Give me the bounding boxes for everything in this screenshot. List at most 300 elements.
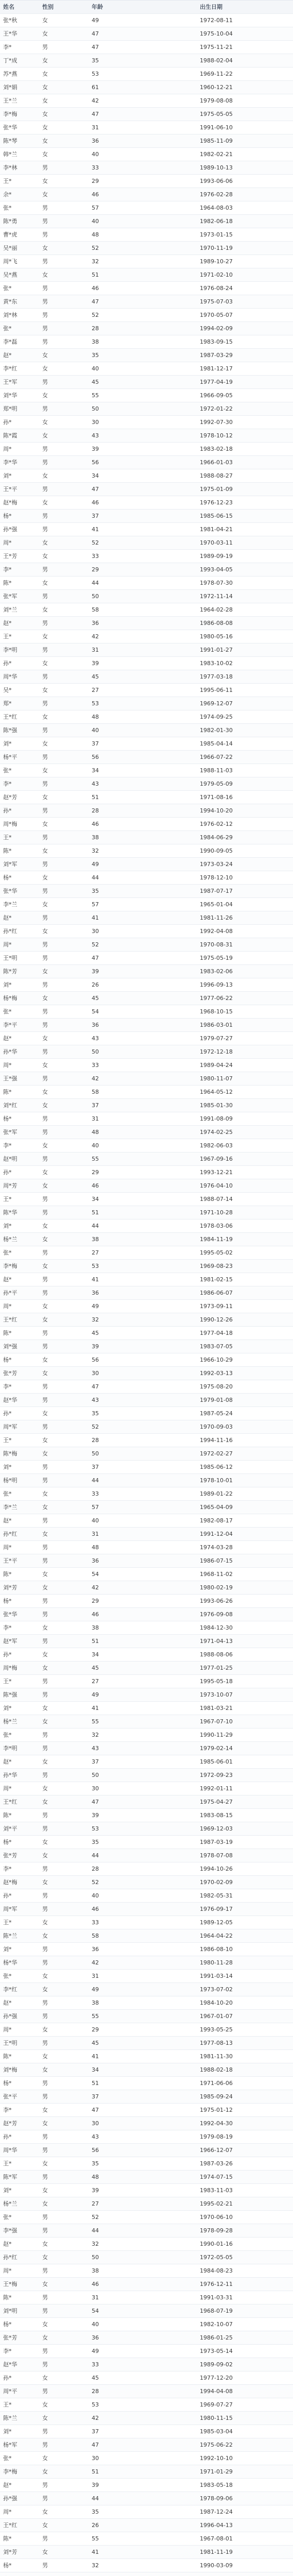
cell-age: 40 <box>92 151 99 158</box>
cell-birthdate: 1993-06-26 <box>200 1598 233 1604</box>
cell-gender: 女 <box>42 1665 48 1671</box>
table-row[interactable] <box>0 764 293 777</box>
cell-birthdate: 1973-10-07 <box>200 1691 233 1698</box>
table-row[interactable] <box>0 2331 293 2345</box>
table-row[interactable] <box>0 1702 293 1715</box>
table-row[interactable] <box>0 1434 293 1447</box>
table-row[interactable] <box>0 804 293 818</box>
table-row[interactable] <box>0 2171 293 2184</box>
table-row[interactable] <box>0 1313 293 1327</box>
table-row[interactable] <box>0 952 293 965</box>
cell-birthdate: 1972-01-22 <box>200 405 233 412</box>
cell-name: 杨*军 <box>3 2442 18 2448</box>
cell-age: 28 <box>92 325 99 332</box>
table-row[interactable] <box>0 1782 293 1795</box>
cell-name: 刘* <box>3 981 12 988</box>
table-row[interactable] <box>0 2492 293 2505</box>
cell-gender: 女 <box>42 2254 48 2261</box>
cell-age: 58 <box>92 1933 99 1939</box>
table-row[interactable] <box>0 67 293 81</box>
table-row[interactable] <box>0 1675 293 1688</box>
table-row[interactable] <box>0 1862 293 1876</box>
table-row[interactable] <box>0 871 293 885</box>
table-row[interactable] <box>0 1059 293 1072</box>
table-row[interactable] <box>0 1929 293 1943</box>
table-row[interactable] <box>0 108 293 121</box>
table-row[interactable] <box>0 1005 293 1019</box>
cell-birthdate: 1991-01-27 <box>200 647 233 653</box>
table-row[interactable] <box>0 429 293 443</box>
cell-name: 李* <box>3 2348 12 2354</box>
cell-birthdate: 1996-04-13 <box>200 2522 233 2529</box>
table-row[interactable] <box>0 617 293 630</box>
table-row[interactable] <box>0 1903 293 1916</box>
table-row[interactable] <box>0 134 293 148</box>
table-row[interactable] <box>0 54 293 67</box>
column-header-gender[interactable]: 性别 <box>42 4 54 10</box>
table-row[interactable] <box>0 27 293 41</box>
table-row[interactable] <box>0 577 293 590</box>
table-row[interactable] <box>0 2304 293 2318</box>
table-row[interactable] <box>0 1219 293 1233</box>
cell-gender: 女 <box>42 1973 48 1979</box>
table-row[interactable] <box>0 443 293 456</box>
table-row[interactable] <box>0 938 293 952</box>
table-row[interactable] <box>0 2224 293 2238</box>
cell-gender: 女 <box>42 2107 48 2113</box>
table-row[interactable] <box>0 1461 293 1474</box>
table-row[interactable] <box>0 2130 293 2144</box>
table-row[interactable] <box>0 2546 293 2559</box>
cell-gender: 女 <box>42 2053 48 2060</box>
cell-name: 孙*红 <box>3 928 18 935</box>
cell-age: 30 <box>92 1370 99 1377</box>
cell-age: 44 <box>92 874 99 881</box>
table-row[interactable] <box>0 2023 293 2037</box>
cell-gender: 男 <box>42 312 48 318</box>
cell-birthdate: 1975-05-05 <box>200 111 233 117</box>
table-row[interactable] <box>0 858 293 871</box>
table-row[interactable] <box>0 885 293 898</box>
cell-name: 周*梅 <box>3 821 18 827</box>
cell-age: 36 <box>92 1557 99 1564</box>
table-row[interactable] <box>0 1233 293 1246</box>
table-row[interactable] <box>0 1889 293 1903</box>
table-row[interactable] <box>0 1474 293 1487</box>
cell-name: 刘* <box>3 1464 12 1470</box>
table-row[interactable] <box>0 2251 293 2264</box>
table-row[interactable] <box>0 2318 293 2331</box>
table-row[interactable] <box>0 1943 293 1956</box>
cell-age: 52 <box>92 1879 99 1886</box>
table-row[interactable] <box>0 818 293 831</box>
table-row[interactable] <box>0 643 293 657</box>
table-row[interactable] <box>0 2479 293 2492</box>
table-row[interactable] <box>0 496 293 510</box>
cell-birthdate: 1994-10-26 <box>200 1866 233 1872</box>
cell-age: 31 <box>92 124 99 131</box>
table-row[interactable] <box>0 376 293 389</box>
table-row[interactable] <box>0 1728 293 1742</box>
cell-gender: 男 <box>42 1678 48 1685</box>
table-row[interactable] <box>0 1688 293 1702</box>
cell-gender: 男 <box>42 2227 48 2234</box>
table-row[interactable] <box>0 175 293 188</box>
cell-name: 陈* <box>3 2535 12 2542</box>
table-row[interactable] <box>0 1648 293 1662</box>
table-row[interactable] <box>0 483 293 496</box>
table-row[interactable] <box>0 268 293 282</box>
table-row[interactable] <box>0 2197 293 2211</box>
table-row[interactable] <box>0 630 293 643</box>
table-row[interactable] <box>0 925 293 938</box>
cell-gender: 男 <box>42 44 48 50</box>
cell-birthdate: 1969-12-07 <box>200 700 233 707</box>
cell-name: 王*强 <box>3 1075 18 1082</box>
table-row[interactable] <box>0 416 293 429</box>
cell-birthdate: 1965-01-04 <box>200 901 233 908</box>
cell-birthdate: 1967-07-10 <box>200 1718 233 1725</box>
table-row[interactable] <box>0 1621 293 1635</box>
cell-name: 赵* <box>3 1999 12 2006</box>
table-row[interactable] <box>0 228 293 242</box>
table-row[interactable] <box>0 1876 293 1889</box>
table-row[interactable] <box>0 1795 293 1809</box>
table-row[interactable] <box>0 550 293 563</box>
table-row[interactable] <box>0 2358 293 2371</box>
table-row[interactable] <box>0 1300 293 1313</box>
table-row[interactable] <box>0 1715 293 1728</box>
table-row[interactable] <box>0 1019 293 1032</box>
table-row[interactable] <box>0 1608 293 1621</box>
table-row[interactable] <box>0 777 293 791</box>
table-row[interactable] <box>0 1380 293 1394</box>
cell-age: 48 <box>92 714 99 720</box>
table-row[interactable] <box>0 536 293 550</box>
cell-birthdate: 1988-02-18 <box>200 2066 233 2073</box>
table-row[interactable] <box>0 737 293 751</box>
table-row[interactable] <box>0 1193 293 1206</box>
table-row[interactable] <box>0 1742 293 1755</box>
table-row[interactable] <box>0 1501 293 1514</box>
cell-name: 黄*东 <box>3 298 18 305</box>
table-row[interactable] <box>0 2345 293 2358</box>
table-row[interactable] <box>0 1166 293 1179</box>
cell-gender: 男 <box>42 2495 48 2502</box>
table-row[interactable] <box>0 81 293 94</box>
table-row[interactable] <box>0 1956 293 1970</box>
table-row[interactable] <box>0 2144 293 2157</box>
table-row[interactable] <box>0 2063 293 2077</box>
cell-name: 李*磊 <box>3 338 18 345</box>
cell-name: 赵* <box>3 1276 12 1283</box>
cell-age: 28 <box>92 807 99 814</box>
cell-name: 李*梅 <box>3 2468 18 2475</box>
table-row[interactable] <box>0 1420 293 1434</box>
table-row[interactable] <box>0 1139 293 1153</box>
table-row[interactable] <box>0 844 293 858</box>
table-row[interactable] <box>0 1487 293 1501</box>
table-row[interactable] <box>0 563 293 577</box>
cell-birthdate: 1991-03-14 <box>200 1973 233 1979</box>
table-row[interactable] <box>0 510 293 523</box>
table-row[interactable] <box>0 282 293 295</box>
cell-name: 杨*华 <box>3 1959 18 1966</box>
cell-gender: 男 <box>42 2174 48 2180</box>
table-row[interactable] <box>0 1970 293 1983</box>
table-row[interactable] <box>0 751 293 764</box>
table-row[interactable] <box>0 1581 293 1595</box>
table-row[interactable] <box>0 1286 293 1300</box>
table-row[interactable] <box>0 1755 293 1769</box>
cell-age: 43 <box>92 1397 99 1403</box>
table-row[interactable] <box>0 1179 293 1193</box>
cell-age: 36 <box>92 138 99 144</box>
cell-birthdate: 1984-10-20 <box>200 1999 233 2006</box>
table-row[interactable] <box>0 791 293 804</box>
table-row[interactable] <box>0 898 293 911</box>
table-row[interactable] <box>0 2104 293 2117</box>
table-row[interactable] <box>0 1273 293 1286</box>
table-row[interactable] <box>0 2050 293 2063</box>
cell-name: 张* <box>3 1008 12 1015</box>
cell-birthdate: 1975-07-03 <box>200 298 233 305</box>
table-row[interactable] <box>0 1635 293 1648</box>
table-row[interactable] <box>0 1595 293 1608</box>
cell-age: 39 <box>92 1812 99 1819</box>
table-row[interactable] <box>0 2010 293 2023</box>
cell-gender: 女 <box>42 553 48 560</box>
cell-name: 陈* <box>3 2053 12 2060</box>
cell-age: 44 <box>92 1223 99 1229</box>
table-row[interactable] <box>0 201 293 215</box>
table-row[interactable] <box>0 2184 293 2197</box>
cell-birthdate: 1989-09-19 <box>200 553 233 560</box>
cell-age: 32 <box>92 2241 99 2247</box>
table-row[interactable] <box>0 1514 293 1528</box>
cell-birthdate: 1978-10-01 <box>200 1477 233 1484</box>
table-row[interactable] <box>0 1112 293 1126</box>
cell-birthdate: 1989-04-24 <box>200 1062 233 1069</box>
table-row[interactable] <box>0 1327 293 1340</box>
cell-gender: 男 <box>42 981 48 988</box>
column-header-age[interactable]: 年龄 <box>92 4 103 10</box>
table-row[interactable] <box>0 389 293 402</box>
table-row[interactable] <box>0 911 293 925</box>
table-row[interactable] <box>0 603 293 617</box>
table-row[interactable] <box>0 590 293 603</box>
cell-birthdate: 1978-07-30 <box>200 580 233 586</box>
table-row[interactable] <box>0 1340 293 1353</box>
cell-gender: 男 <box>42 754 48 760</box>
table-row[interactable] <box>0 2559 293 2572</box>
table-row[interactable] <box>0 121 293 134</box>
table-row[interactable] <box>0 670 293 684</box>
table-row[interactable] <box>0 1568 293 1581</box>
table-row[interactable] <box>0 1849 293 1862</box>
cell-gender: 男 <box>42 955 48 961</box>
table-row[interactable] <box>0 1554 293 1568</box>
table-row[interactable] <box>0 335 293 349</box>
cell-age: 45 <box>92 673 99 680</box>
table-row[interactable] <box>0 402 293 416</box>
table-row[interactable] <box>0 710 293 724</box>
cell-name: 张* <box>3 1973 12 1979</box>
cell-name: 赵*军 <box>3 1638 18 1645</box>
table-row[interactable] <box>0 349 293 362</box>
table-row[interactable] <box>0 2385 293 2398</box>
cell-name: 赵*华 <box>3 2361 18 2368</box>
cell-birthdate: 1978-12-10 <box>200 874 233 881</box>
cell-age: 34 <box>92 1196 99 1202</box>
table-row[interactable] <box>0 2264 293 2278</box>
table-row[interactable] <box>0 2238 293 2251</box>
cell-name: 王*平 <box>3 486 18 493</box>
table-row[interactable] <box>0 255 293 268</box>
table-row[interactable] <box>0 965 293 978</box>
table-row[interactable] <box>0 456 293 469</box>
table-row[interactable] <box>0 2519 293 2532</box>
table-row[interactable] <box>0 1246 293 1260</box>
table-row[interactable] <box>0 2452 293 2465</box>
cell-gender: 男 <box>42 1276 48 1283</box>
table-row[interactable] <box>0 2211 293 2224</box>
cell-gender: 男 <box>42 486 48 493</box>
cell-gender: 女 <box>42 1584 48 1591</box>
cell-birthdate: 1975-01-12 <box>200 2107 233 2113</box>
table-row[interactable] <box>0 188 293 201</box>
table-row[interactable] <box>0 1394 293 1407</box>
column-header-name[interactable]: 姓名 <box>3 4 14 10</box>
cell-age: 40 <box>92 1517 99 1524</box>
table-row[interactable] <box>0 322 293 335</box>
table-row[interactable] <box>0 2425 293 2438</box>
table-row[interactable] <box>0 2465 293 2479</box>
cell-birthdate: 1994-11-16 <box>200 1437 233 1444</box>
table-row[interactable] <box>0 2532 293 2546</box>
cell-age: 45 <box>92 1330 99 1336</box>
cell-gender: 男 <box>42 700 48 707</box>
table-row[interactable] <box>0 1032 293 1045</box>
table-row[interactable] <box>0 2398 293 2412</box>
table-row[interactable] <box>0 1367 293 1380</box>
table-row[interactable] <box>0 295 293 309</box>
table-row[interactable] <box>0 1769 293 1782</box>
table-row[interactable] <box>0 2371 293 2385</box>
table-row[interactable] <box>0 992 293 1005</box>
table-row[interactable] <box>0 831 293 844</box>
cell-name: 张* <box>3 2455 12 2462</box>
cell-gender: 男 <box>42 459 48 466</box>
cell-name: 王*华 <box>3 30 18 37</box>
table-row[interactable] <box>0 697 293 710</box>
table-row[interactable] <box>0 469 293 483</box>
cell-birthdate: 1990-09-05 <box>200 848 233 854</box>
cell-birthdate: 1976-08-24 <box>200 285 233 292</box>
cell-age: 50 <box>92 2254 99 2261</box>
table-row[interactable] <box>0 1353 293 1367</box>
cell-birthdate: 1980-11-07 <box>200 1075 233 1082</box>
table-row[interactable] <box>0 1072 293 1086</box>
table-row[interactable] <box>0 684 293 697</box>
table-row[interactable] <box>0 2291 293 2304</box>
table-row[interactable] <box>0 2505 293 2519</box>
table-row[interactable] <box>0 1099 293 1112</box>
cell-name: 韩*兰 <box>3 151 18 158</box>
cell-gender: 女 <box>42 1531 48 1537</box>
table-row[interactable] <box>0 1662 293 1675</box>
table-row[interactable] <box>0 215 293 228</box>
table-row[interactable] <box>0 1996 293 2010</box>
table-row[interactable] <box>0 1045 293 1059</box>
table-row[interactable] <box>0 94 293 108</box>
table-row[interactable] <box>0 1836 293 1849</box>
cell-gender: 男 <box>42 1959 48 1966</box>
cell-name: 周*梅 <box>3 1665 18 1671</box>
table-row[interactable] <box>0 362 293 376</box>
table-row[interactable] <box>0 1916 293 1929</box>
table-row[interactable] <box>0 2278 293 2291</box>
table-row[interactable] <box>0 978 293 992</box>
table-row[interactable] <box>0 2438 293 2452</box>
cell-birthdate: 1986-01-25 <box>200 2334 233 2341</box>
table-row[interactable] <box>0 2157 293 2171</box>
cell-birthdate: 1973-01-15 <box>200 231 233 238</box>
table-row[interactable] <box>0 657 293 670</box>
table-row[interactable] <box>0 1447 293 1461</box>
table-row[interactable] <box>0 1153 293 1166</box>
cell-gender: 男 <box>42 513 48 519</box>
cell-name: 杨*兰 <box>3 1718 18 1725</box>
cell-gender: 男 <box>42 1196 48 1202</box>
table-row[interactable] <box>0 1260 293 1273</box>
table-row[interactable] <box>0 2090 293 2104</box>
table-row[interactable] <box>0 309 293 322</box>
cell-birthdate: 1968-10-15 <box>200 1008 233 1015</box>
table-row[interactable] <box>0 1528 293 1541</box>
table-row[interactable] <box>0 1822 293 1836</box>
table-row[interactable] <box>0 1983 293 1996</box>
table-row[interactable] <box>0 14 293 27</box>
column-header-birthdate[interactable]: 出生日期 <box>200 4 222 10</box>
cell-age: 49 <box>92 1691 99 1698</box>
table-row[interactable] <box>0 2117 293 2130</box>
table-row[interactable] <box>0 523 293 536</box>
cell-birthdate: 1966-07-22 <box>200 754 233 760</box>
table-row[interactable] <box>0 1809 293 1822</box>
table-row[interactable] <box>0 1126 293 1139</box>
table-row[interactable] <box>0 161 293 175</box>
table-row[interactable] <box>0 2572 293 2576</box>
table-row[interactable] <box>0 724 293 737</box>
cell-name: 张*军 <box>3 593 18 600</box>
table-row[interactable] <box>0 2412 293 2425</box>
table-row[interactable] <box>0 148 293 161</box>
cell-age: 47 <box>92 111 99 117</box>
table-row[interactable] <box>0 41 293 54</box>
table-row[interactable] <box>0 242 293 255</box>
cell-name: 周*军 <box>3 1906 18 1912</box>
cell-age: 46 <box>92 285 99 292</box>
table-row[interactable] <box>0 2077 293 2090</box>
cell-name: 陈*芳 <box>3 968 18 975</box>
table-row[interactable] <box>0 1086 293 1099</box>
table-row[interactable] <box>0 2037 293 2050</box>
table-row[interactable] <box>0 1206 293 1219</box>
cell-birthdate: 1979-05-09 <box>200 781 233 787</box>
table-row[interactable] <box>0 1407 293 1420</box>
table-row[interactable] <box>0 1541 293 1554</box>
